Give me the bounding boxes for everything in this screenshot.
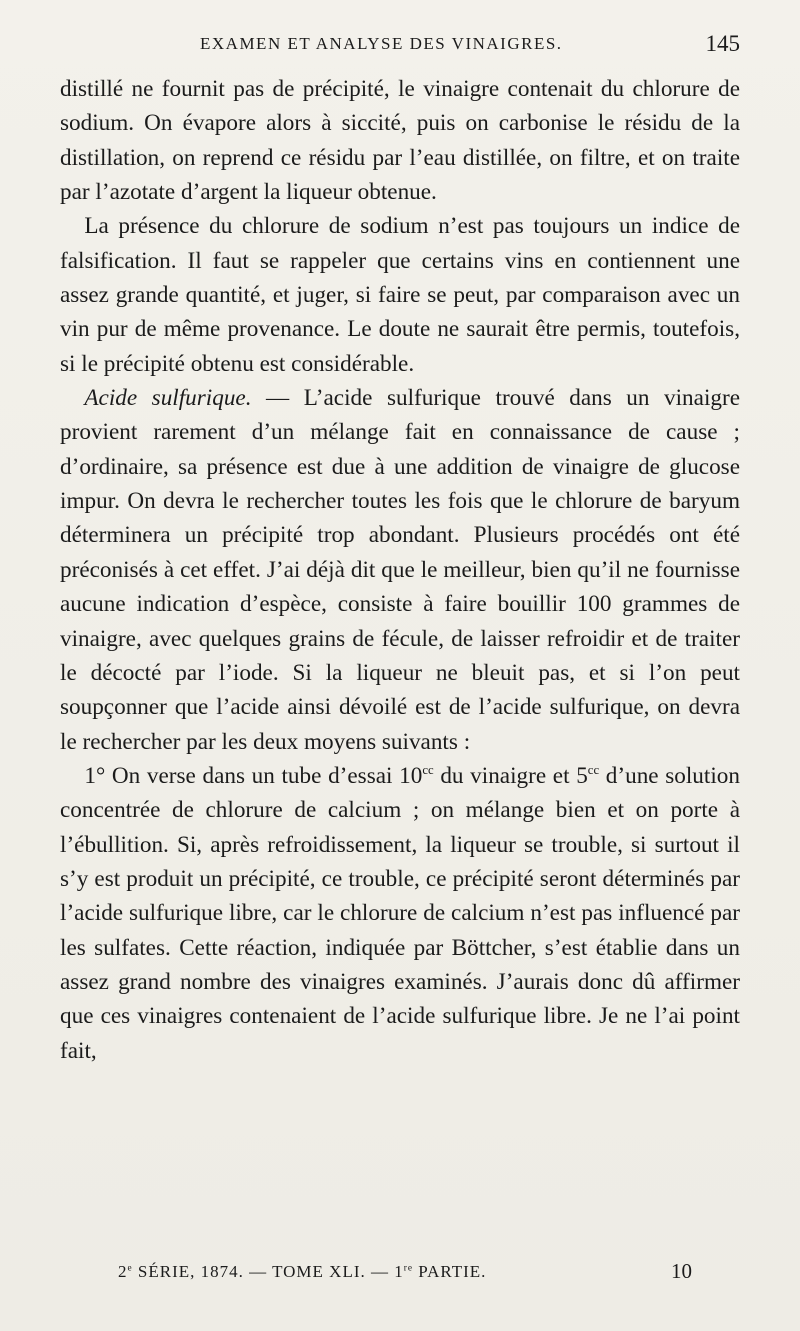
unit-superscript: cc (422, 762, 434, 777)
page-number: 145 (705, 31, 740, 56)
paragraph-method-one (60, 759, 740, 1068)
signature-part: 2 (118, 1262, 128, 1281)
signature-superscript: e (127, 1263, 133, 1274)
sheet-number: 10 (671, 1259, 692, 1283)
signature-superscript: re (403, 1263, 414, 1274)
printer-signature (118, 1262, 486, 1282)
section-lead: Acide sulfurique. (84, 385, 252, 412)
body-text (60, 72, 740, 1068)
paragraph-acide-sulfurique (60, 381, 740, 759)
paragraph-text: — L’acide sulfurique trouvé dans un vinaigre provient rarement d’un mélange fait en connaissance de cause ; d’ordinaire, sa présence est due à une addition de vinaigre de glucose impur. On devra le rechercher toutes les fois que le chlorure de baryum déterminera un précipité trop abondant. Plusieurs procédés ont été préconisés à cet effet. J’ai déjà dit que le meilleur, bien qu’il ne fournisse aucune indication d’espèce, consiste à faire bouillir 100 grammes de vinaigre, avec quelques grains de fécule, de laisser refroidir et de traiter le décocté par l’iode. Si la liqueur ne bleuit pas, et si l’on peut soupçonner que l’acide ainsi dévoilé est de l’acide sulfurique, on devra le rechercher par les deux moyens suivants : (60, 385, 740, 755)
paragraph-chlorure (60, 209, 740, 381)
signature-line (60, 1259, 740, 1292)
paragraph-text-part: du vinaigre et 5 (433, 762, 588, 789)
paragraph-text: distillé ne fournit pas de précipité, le vinaigre contenait du chlorure de sodium. On évapore alors à siccité, puis on carbonise le résidu de la distillation, on reprend ce résidu par l’eau distillée, on filtre, et on traite par l’azotate d’argent la liqueur obtenue. (60, 76, 740, 206)
unit-superscript: cc (587, 762, 600, 777)
paragraph-text: La présence du chlorure de sodium n’est pas toujours un indice de falsification. Il faut se rappeler que certains vins en contiennent une assez grande quantité, et juger, si faire se peut, par comparaison avec un vin pur de même provenance. Le doute ne saurait être permis, toutefois, si le précipité obtenu est considérable. (60, 213, 740, 377)
signature-part: SÉRIE, 1874. — TOME XLI. — 1 (132, 1262, 404, 1281)
paragraph-text-part: 1° On verse dans un tube d’essai 10 (84, 762, 423, 789)
paragraph-continued (60, 72, 740, 209)
signature-part: PARTIE. (413, 1262, 487, 1281)
running-title: EXAMEN ET ANALYSE DES VINAIGRES. (200, 34, 563, 53)
running-head (60, 31, 740, 64)
paragraph-text-part: d’une solution concentrée de chlorure de calcium ; on mélange bien et on porte à l’ébullition. Si, après refroidissement, la liqueur se trouble, si surtout il s’y est produit un précipité, ce trouble, ce précipité seront déterminés par l’acide sulfurique libre, car le chlorure de calcium n’est pas influencé par les sulfates. Cette réaction, indiquée par Böttcher, s’est établie dans un assez grand nombre des vinaigres examinés. J’aurais donc dû affirmer que ces vinaigres contenaient de l’acide sulfurique libre. Je ne l’ai point fait, (60, 762, 740, 1064)
